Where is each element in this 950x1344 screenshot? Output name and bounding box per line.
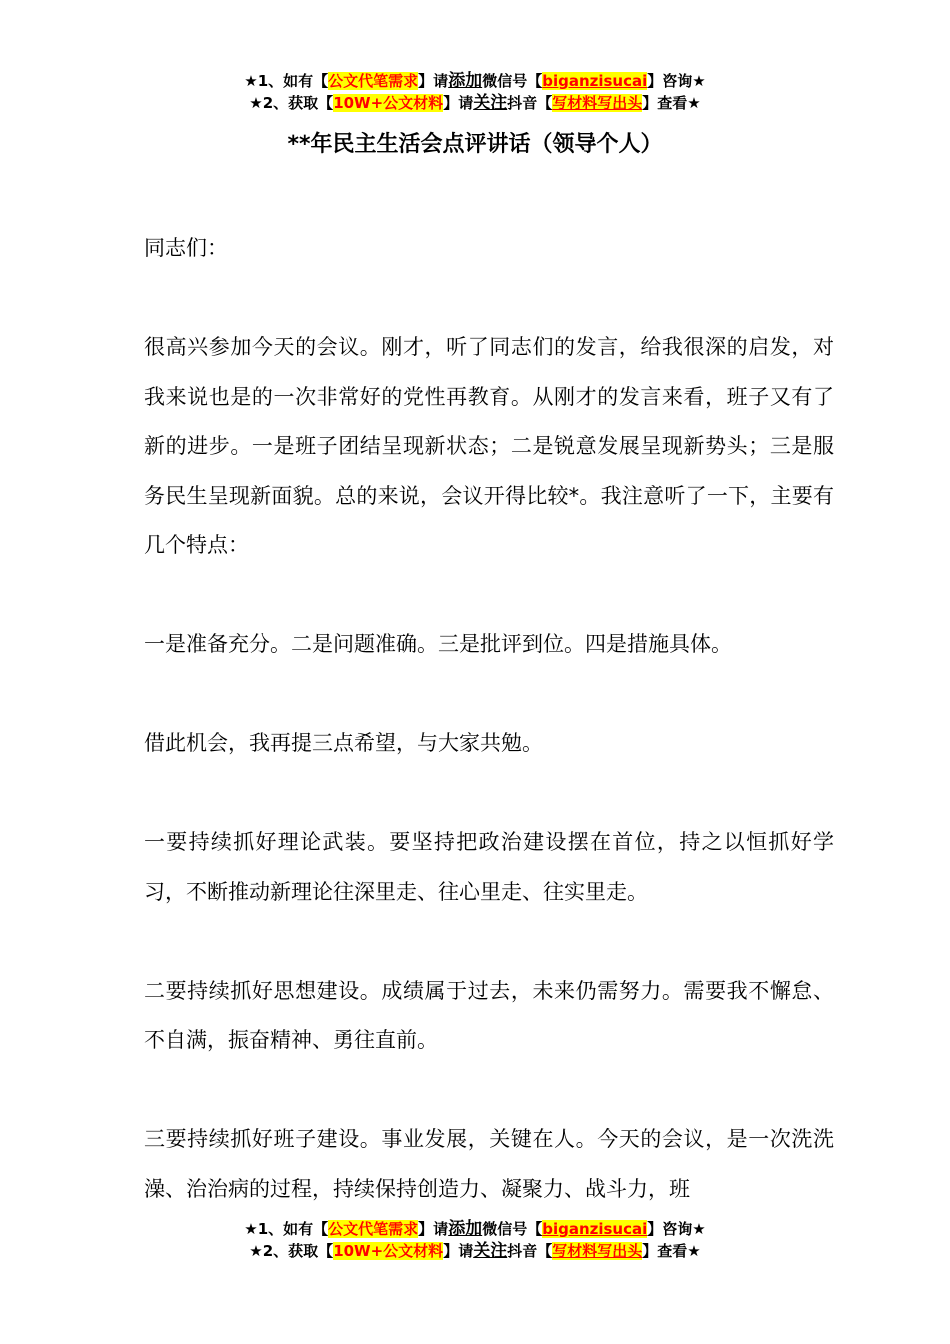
banner-text: 】请 <box>418 1220 449 1238</box>
banner-text: 】查看★ <box>642 1242 701 1260</box>
banner-emphasis: 关注 <box>473 1241 508 1261</box>
banner-emphasis: 添加 <box>448 71 483 91</box>
paragraph: 一是准备充分。二是问题准确。三是批评到位。四是措施具体。 <box>144 632 732 656</box>
banner-text: ★2、获取【 <box>249 1242 334 1260</box>
banner-text: 抖音【 <box>507 1242 553 1260</box>
paragraph: 一要持续抓好理论武装。要坚持把政治建设摆在首位，持之以恒抓好学习，不断推动新理论往深里走、往心里走、往实里走。 <box>144 830 834 904</box>
banner-highlight: 10W+公文材料 <box>333 1242 444 1260</box>
banner-text: 】咨询★ <box>647 1220 706 1238</box>
paragraph: 二要持续抓好思想建设。成绩属于过去，未来仍需努力。需要我不懈怠、不自满，振奋精神、勇往直前。 <box>144 978 834 1052</box>
paragraph: 三要持续抓好班子建设。事业发展，关键在人。今天的会议，是一次洗洗澡、治治病的过程，持续保持创造力、凝聚力、战斗力，班 <box>144 1127 834 1201</box>
banner-highlight: 写材料写出头 <box>552 1242 643 1260</box>
footer-banner <box>0 1218 950 1262</box>
banner-text: 微信号【 <box>482 72 543 90</box>
paragraph: 借此机会，我再提三点希望，与大家共勉。 <box>144 731 543 755</box>
banner-text: 】咨询★ <box>647 72 706 90</box>
banner-text: 】请 <box>443 1242 474 1260</box>
banner-text: 】请 <box>443 94 474 112</box>
banner-highlight: 公文代笔需求 <box>328 72 419 90</box>
paragraph: 同志们： <box>144 236 228 260</box>
banner-line-2 <box>0 92 950 114</box>
banner-text: ★2、获取【 <box>249 94 334 112</box>
banner-highlight: 写材料写出头 <box>552 94 643 112</box>
banner-highlight: 10W+公文材料 <box>333 94 444 112</box>
banner-emphasis: 关注 <box>473 93 508 113</box>
banner-line-2 <box>0 1240 950 1262</box>
banner-text: 】查看★ <box>642 94 701 112</box>
banner-highlight: biganzisucai <box>542 1220 648 1238</box>
document-title: **年民主生活会点评讲话（领导个人） <box>287 132 663 157</box>
banner-text: 抖音【 <box>507 94 553 112</box>
header-banner <box>0 70 950 114</box>
banner-text: 】请 <box>418 72 449 90</box>
banner-text: ★1、如有【 <box>244 72 329 90</box>
banner-highlight: biganzisucai <box>542 72 648 90</box>
document-body <box>144 224 834 1214</box>
banner-text: ★1、如有【 <box>244 1220 329 1238</box>
banner-line-1 <box>0 1218 950 1240</box>
banner-text: 微信号【 <box>482 1220 543 1238</box>
paragraph: 很高兴参加今天的会议。刚才，听了同志们的发言，给我很深的启发，对我来说也是的一次非常好的党性再教育。从刚才的发言来看，班子又有了新的进步。一是班子团结呈现新状态；二是锐意发展呈现新势头；三是服务民生呈现新面貌。总的来说，会议开得比较*。我注意听了一下，主要有几个特点： <box>144 335 834 557</box>
banner-highlight: 公文代笔需求 <box>328 1220 419 1238</box>
banner-emphasis: 添加 <box>448 1219 483 1239</box>
banner-line-1 <box>0 70 950 92</box>
